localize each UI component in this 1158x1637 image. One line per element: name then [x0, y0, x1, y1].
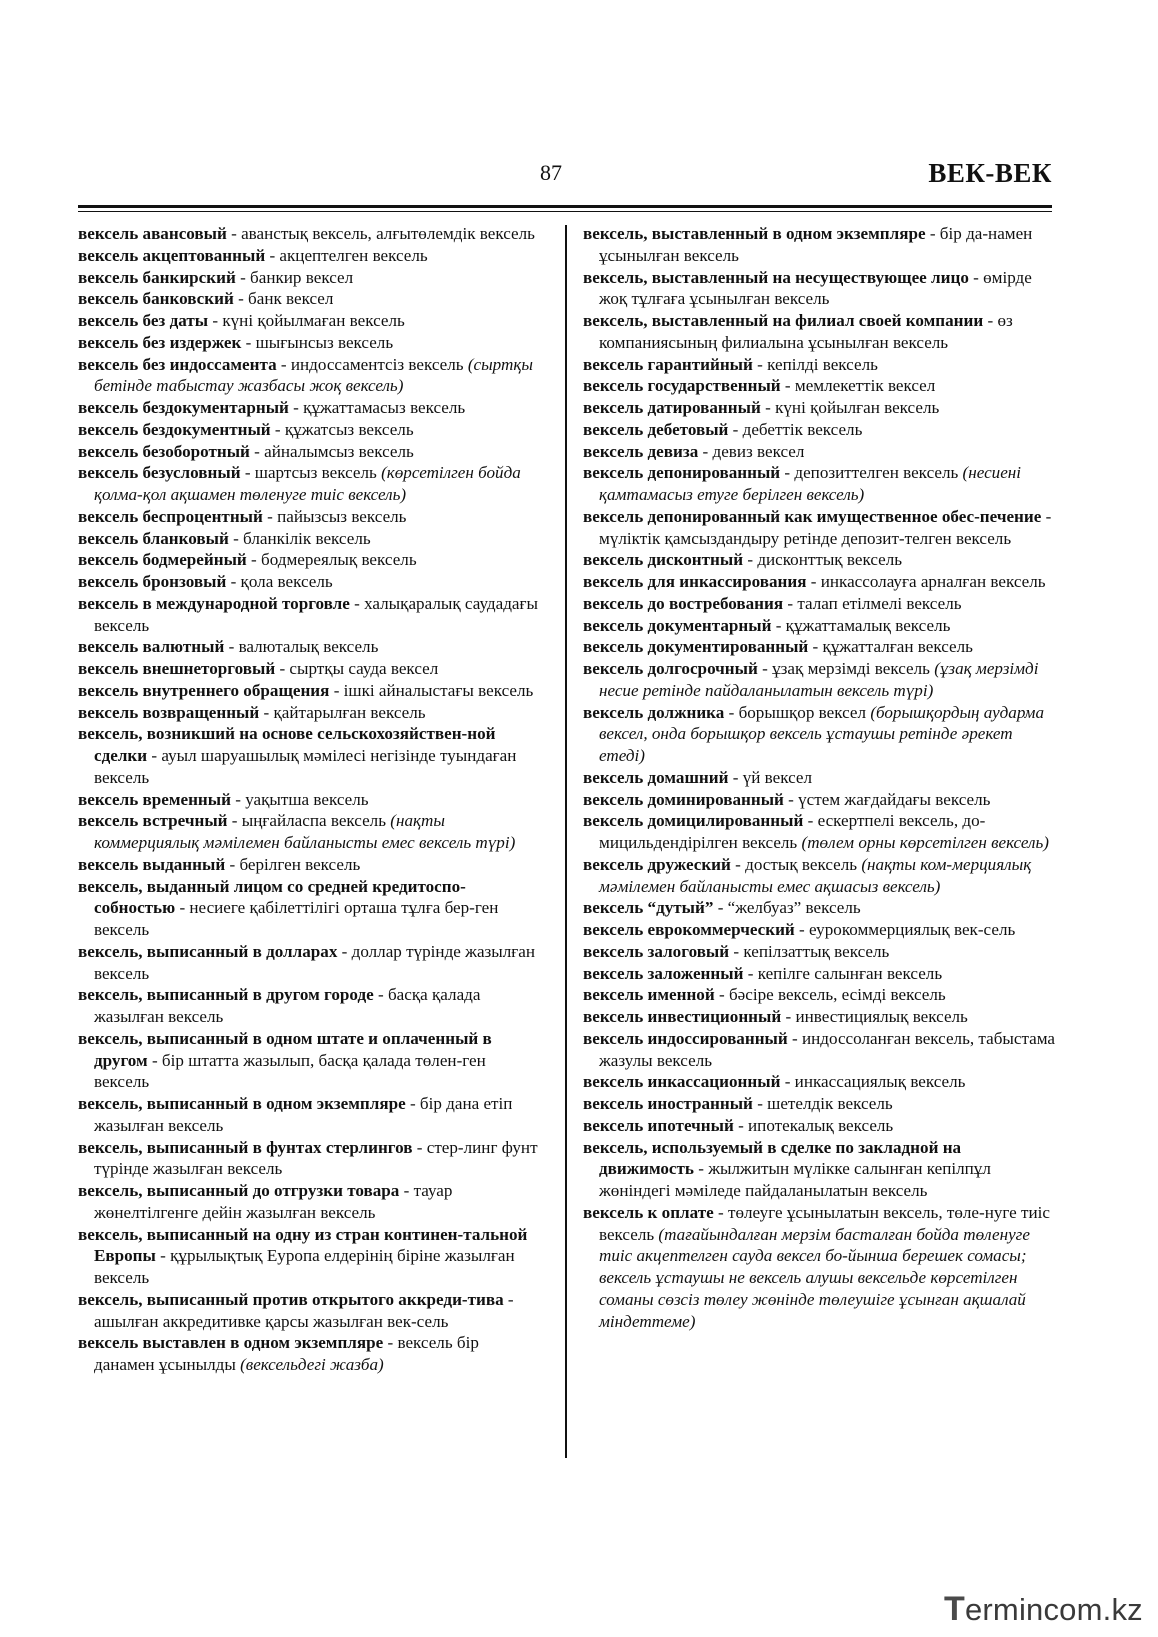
dictionary-entry [78, 1332, 542, 1376]
entry-term: вексель до востребования [583, 593, 784, 613]
dictionary-entry [583, 1093, 1055, 1115]
dictionary-entry [583, 810, 1055, 854]
entry-term: вексель дебетовый [583, 419, 729, 439]
entry-term: вексель доминированный [583, 789, 784, 809]
dictionary-entry [78, 310, 542, 332]
dictionary-entry [78, 854, 542, 876]
dictionary-entry [78, 506, 542, 528]
dictionary-entry [78, 419, 542, 441]
entry-term: вексель, выданный лицом со средней кредитоспо-собностью [78, 876, 466, 918]
entry-definition: - инкассолауға арналған вексель [806, 572, 1046, 591]
entry-definition: - пайызсыз вексель [262, 506, 407, 526]
entry-definition: - валюталық вексель [224, 637, 379, 657]
entry-definition: - аванстық вексель, алғытөлемдік вексель [226, 224, 535, 243]
dictionary-entry [78, 810, 542, 854]
entry-definition: - жылжитын мүлікке салынған кепілпұл жөніндегі мәміледе пайдаланылатын вексель [599, 1159, 991, 1200]
entry-term: вексель девиза [583, 441, 699, 461]
entry-term: вексель безоборотный [78, 441, 250, 461]
entry-definition: - борышқор вексел [724, 702, 871, 722]
entry-definition: - уақытша вексель [230, 789, 369, 809]
entry-definition: - бір да-намен ұсынылған вексель [599, 224, 1033, 265]
entry-note: (ұзақ мерзімді несие ретінде пайдаланылатын вексель түрі) [599, 659, 1039, 700]
entry-term: вексель без даты [78, 311, 209, 330]
entry-term: вексель дисконтный [583, 550, 744, 570]
entry-definition: - банк вексел [233, 289, 334, 309]
entry-term: вексель беспроцентный [78, 506, 263, 526]
entry-definition: - девиз вексел [698, 441, 805, 461]
entry-definition: - ауыл шаруашылық мәмілесі негізінде туындаған вексель [94, 746, 517, 787]
entry-term: вексель банкирский [78, 267, 236, 287]
dictionary-entry [78, 593, 542, 637]
entry-definition: - доллар түрінде жазылған вексель [94, 941, 536, 983]
entry-term: вексель внешнеторговый [78, 659, 276, 678]
dictionary-entry [78, 549, 542, 571]
entry-definition: - өмірде жоқ тұлғаға ұсынылған вексель [599, 267, 1032, 309]
entry-term: вексель, выписанный в долларах [78, 941, 338, 961]
entry-term: вексель государственный [583, 376, 781, 396]
entry-definition: - құжатсыз вексель [270, 419, 414, 439]
dictionary-entry [78, 636, 542, 658]
entry-definition: - ішкі айналыстағы вексель [329, 680, 534, 700]
entry-definition: - ыңғайласпа вексель [227, 811, 391, 831]
dictionary-entry [78, 441, 542, 463]
entry-note: (сыртқы бетінде табыстау жазбасы жоқ вексель) [94, 354, 533, 396]
entry-term: вексель должника [583, 702, 725, 722]
entry-term: вексель бодмерейный [78, 550, 247, 570]
entry-note: (көрсетілген бойда қолма-қол ақшамен төленуге тиіс вексель) [94, 463, 521, 504]
entry-definition: - мемлекеттік вексел [780, 376, 936, 396]
dictionary-entry [78, 723, 542, 788]
entry-term: вексель внутреннего обращения [78, 680, 330, 700]
header-rule-thin [78, 211, 1052, 212]
dictionary-entry [78, 354, 542, 398]
entry-term: вексель бездокументный [78, 419, 271, 439]
left-column [78, 223, 542, 1376]
entry-definition: - бір штатта жазылып, басқа қалада төлен-ген вексель [94, 1050, 486, 1092]
entry-term: вексель ипотечный [583, 1115, 734, 1135]
dictionary-entry [583, 1202, 1055, 1333]
dictionary-entry [583, 1028, 1055, 1072]
entry-definition: - құжатталған вексель [808, 637, 973, 657]
entry-term: вексель инвестиционный [583, 1007, 782, 1026]
dictionary-entry [583, 941, 1055, 963]
dictionary-entry [78, 658, 542, 680]
entry-definition: - күні қойылған вексель [760, 398, 940, 417]
dictionary-entry [583, 354, 1055, 376]
entry-term: вексель в международной торговле [78, 593, 350, 613]
dictionary-entry [583, 571, 1055, 593]
entry-definition: - дисконттық вексель [743, 550, 903, 570]
dictionary-entry [583, 419, 1055, 441]
dictionary-entry [583, 897, 1055, 919]
entry-term: вексель безусловный [78, 463, 241, 483]
entry-definition: - ипотекалық вексель [733, 1115, 894, 1135]
dictionary-entry [583, 375, 1055, 397]
entry-definition: - бәсіре вексель, есімді вексель [714, 985, 946, 1005]
entry-term: вексель бездокументарный [78, 398, 289, 417]
dictionary-entry [78, 1289, 542, 1333]
dictionary-entry [78, 397, 542, 419]
entry-term: вексель возвращенный [78, 702, 260, 722]
dictionary-entry [583, 1115, 1055, 1137]
entry-definition: - индоссоланған вексель, табыстама жазулы вексель [599, 1028, 1056, 1070]
column-divider [565, 225, 567, 1458]
dictionary-entry [78, 1224, 542, 1289]
entry-definition: - инкассациялық вексель [780, 1072, 966, 1092]
entry-term: вексель встречный [78, 811, 228, 831]
entry-term: вексель домашний [583, 767, 729, 787]
dictionary-entry [583, 658, 1055, 702]
dictionary-entry [583, 310, 1055, 354]
entry-definition: - “желбуаз” вексель [713, 898, 861, 918]
running-head: ВЕК-ВЕК [928, 158, 1052, 188]
entry-term: вексель домицилированный [583, 811, 804, 831]
entry-definition: - күні қойылмаған вексель [208, 311, 405, 330]
entry-definition: - берілген вексель [225, 854, 361, 874]
entry-definition: - шартсыз вексель [240, 463, 382, 483]
dictionary-entry [583, 593, 1055, 615]
entry-definition: - айналымсыз вексель [249, 441, 414, 461]
entry-definition: - индоссаментсіз вексель [276, 354, 468, 374]
entry-definition: - несиеге қабілеттілігі орташа тұлға бер-ген вексель [94, 898, 499, 939]
entry-definition: - талап етілмелі вексель [783, 593, 962, 613]
entry-term: вексель бронзовый [78, 572, 227, 591]
dictionary-entry [78, 332, 542, 354]
dictionary-entry [78, 680, 542, 702]
dictionary-entry [78, 462, 542, 506]
dictionary-entry [78, 288, 542, 310]
entry-term: вексель временный [78, 789, 231, 809]
dictionary-entry [78, 876, 542, 941]
entry-note: (несиені қамтамасыз етуге берілген вексель) [599, 463, 1022, 504]
dictionary-entry [583, 615, 1055, 637]
entry-definition: - төлеуге ұсынылатын вексель, төле-нуге тиіс вексель [599, 1202, 1050, 1244]
entry-term: вексель к оплате [583, 1202, 714, 1222]
entry-term: вексель дружеский [583, 854, 731, 874]
entry-definition: - құжаттамалық вексель [771, 615, 951, 635]
header-rule-thick [78, 205, 1052, 208]
entry-definition: - инвестициялық вексель [781, 1007, 968, 1026]
entry-note: (вексельдегі жазба) [240, 1355, 384, 1374]
dictionary-entry [583, 397, 1055, 419]
entry-definition: - мүліктік қамсыздандыру ретінде депозит-телген вексель [599, 506, 1052, 548]
entry-term: вексель инкассационный [583, 1072, 781, 1092]
entry-definition: - акцептелген вексель [265, 245, 428, 265]
entry-definition: - халықаралық саудадағы вексель [94, 593, 538, 635]
dictionary-entry [78, 789, 542, 811]
entry-definition: - вексель бір данамен ұсынылды [94, 1333, 479, 1374]
entry-definition: - қайтарылған вексель [259, 702, 426, 722]
entry-term: вексель, используемый в сделке по закладной на движимость [583, 1137, 962, 1179]
entry-term: вексель залоговый [583, 941, 730, 961]
dictionary-entry [583, 702, 1055, 767]
dictionary-entry [78, 1180, 542, 1224]
dictionary-entry [583, 223, 1055, 267]
entry-term: вексель индоссированный [583, 1028, 788, 1048]
entry-term: вексель, выставленный на филиал своей компании [583, 311, 984, 330]
entry-term: вексель, выписанный в одном штате и оплаченный в другом [78, 1028, 492, 1070]
entry-term: вексель, выписанный на одну из стран континен-тальной Европы [78, 1224, 528, 1266]
dictionary-entry [583, 963, 1055, 985]
entry-note: (төлем орны көрсетілген вексель) [801, 833, 1049, 852]
page-number: 87 [540, 160, 562, 185]
dictionary-entry [583, 789, 1055, 811]
entry-term: вексель, выставленный в одном экземпляре [583, 224, 926, 243]
entry-definition: - шығынсыз вексель [241, 332, 394, 352]
entry-term: вексель бланковый [78, 528, 229, 548]
entry-note: (борышқордың аударма вексел, онда борышқор вексель ұстаушы ретінде әрекет етеді) [599, 702, 1044, 765]
entry-term: вексель датированный [583, 398, 761, 417]
dictionary-entry [78, 1028, 542, 1093]
entry-definition: - шетелдік вексель [752, 1094, 893, 1113]
entry-term: вексель валютный [78, 637, 225, 657]
entry-term: вексель документированный [583, 637, 809, 657]
entry-term: вексель, выписанный против открытого аккреди-тива [78, 1289, 504, 1309]
entry-definition: - ұзақ мерзімді вексель [757, 659, 935, 678]
entry-definition: - бодмереялық вексель [246, 550, 417, 570]
dictionary-entry [78, 984, 542, 1028]
entry-term: вексель “дутый” [583, 898, 714, 918]
entry-note: (нақты коммерциялық мәмілемен байланысты емес вексель түрі) [94, 811, 516, 852]
entry-definition: - бланкілік вексель [228, 528, 371, 548]
dictionary-entry [583, 854, 1055, 898]
dictionary-entry [583, 1006, 1055, 1028]
dictionary-entry [78, 941, 542, 985]
entry-definition: - қола вексель [226, 572, 333, 591]
entry-definition: - басқа қалада жазылған вексель [94, 985, 481, 1026]
dictionary-entry [583, 767, 1055, 789]
entry-definition: - үстем жағдайдағы вексель [783, 789, 991, 809]
entry-definition: - дебеттік вексель [728, 419, 863, 439]
entry-definition: - еурокоммерциялық век-сель [794, 920, 1016, 939]
dictionary-entry [583, 441, 1055, 463]
dictionary-entry [78, 528, 542, 550]
right-column [583, 223, 1055, 1332]
entry-definition: - тауар жөнелтілгенге дейін жазылған вексель [94, 1181, 453, 1222]
dictionary-entry [583, 506, 1055, 550]
dictionary-entry [583, 1071, 1055, 1093]
entry-term: вексель гарантийный [583, 354, 753, 374]
watermark-prefix: T [944, 1590, 965, 1628]
dictionary-entry [583, 636, 1055, 658]
entry-note: (нақты ком-мерциялық мәмілемен байланысты емес ақшасыз вексель) [599, 854, 1032, 896]
entry-term: вексель заложенный [583, 963, 744, 983]
watermark-logo [944, 1590, 1143, 1629]
entry-definition: - ескертпелі вексель, до-мицильдендірілген вексель [599, 811, 986, 852]
entry-term: вексель иностранный [583, 1094, 753, 1113]
dictionary-entry [583, 549, 1055, 571]
entry-definition: - құрылықтық Еуропа елдерінің біріне жазылған вексель [94, 1246, 515, 1287]
entry-term: вексель, выставленный на несуществующее лицо [583, 267, 969, 287]
entry-term: вексель авансовый [78, 224, 227, 243]
dictionary-entry [78, 1137, 542, 1181]
entry-term: вексель без издержек [78, 332, 242, 352]
entry-definition: - кепілзаттық вексель [729, 941, 890, 961]
entry-definition: - ашылған аккредитивке қарсы жазылған век-сель [94, 1289, 514, 1331]
dictionary-entry [78, 267, 542, 289]
dictionary-entry [583, 919, 1055, 941]
dictionary-entry [78, 1093, 542, 1137]
entry-term: вексель еврокоммерческий [583, 920, 795, 939]
entry-definition: - бір дана етіп жазылған вексель [94, 1094, 513, 1135]
dictionary-entry [583, 462, 1055, 506]
entry-term: вексель документарный [583, 615, 772, 635]
entry-term: вексель, выписанный в другом городе [78, 985, 374, 1005]
entry-definition: - үй вексел [728, 767, 813, 787]
entry-term: вексель, выписанный в фунтах стерлингов [78, 1137, 413, 1157]
entry-definition: - өз компаниясының филиалына ұсынылған вексель [599, 311, 1013, 352]
dictionary-entry [78, 702, 542, 724]
entry-term: вексель акцептованный [78, 245, 266, 265]
entry-term: вексель, выписанный в одном экземпляре [78, 1094, 406, 1113]
entry-term: вексель выставлен в одном экземпляре [78, 1333, 384, 1353]
dictionary-entry [583, 1137, 1055, 1202]
entry-term: вексель, выписанный до отгрузки товара [78, 1181, 400, 1200]
dictionary-entry [583, 267, 1055, 311]
entry-term: вексель депонированный [583, 463, 781, 483]
entry-definition: - сыртқы сауда вексел [275, 659, 439, 678]
dictionary-entry [78, 223, 542, 245]
entry-definition: - стер-линг фунт түрінде жазылған вексель [94, 1137, 538, 1179]
entry-term: вексель без индоссамента [78, 354, 277, 374]
dictionary-entry [583, 984, 1055, 1006]
entry-term: вексель банковский [78, 289, 234, 309]
entry-definition: - достық вексель [730, 854, 862, 874]
entry-note: (тағайындалған мерзім басталған бойда төленуге тиіс акцептелген сауда вексел бо-йынша берешек сомасы; вексель ұстаушы не вексель алушы вексельде көрсетілген соманы сөзсіз төлеу жөнінде төлеушіге ұсынған ақшалай міндеттеме) [599, 1224, 1030, 1331]
entry-term: вексель именной [583, 985, 715, 1005]
entry-definition: - кепілге салынған вексель [743, 963, 943, 983]
entry-term: вексель выданный [78, 854, 226, 874]
entry-definition: - кепілді вексель [752, 354, 878, 374]
entry-definition: - депозиттелген вексель [780, 463, 963, 483]
entry-definition: - банкир вексел [235, 267, 354, 287]
entry-term: вексель, возникший на основе сельскохозяйствен-ной сделки [78, 724, 496, 765]
entry-term: вексель долгосрочный [583, 659, 758, 678]
entry-term: вексель для инкассирования [583, 572, 807, 591]
entry-term: вексель депонированный как имущественное обес-печение [583, 506, 1042, 526]
dictionary-entry [78, 571, 542, 593]
dictionary-entry [78, 245, 542, 267]
watermark-text: ermincom.kz [964, 1592, 1143, 1627]
entry-definition: - құжаттамасыз вексель [288, 398, 466, 417]
